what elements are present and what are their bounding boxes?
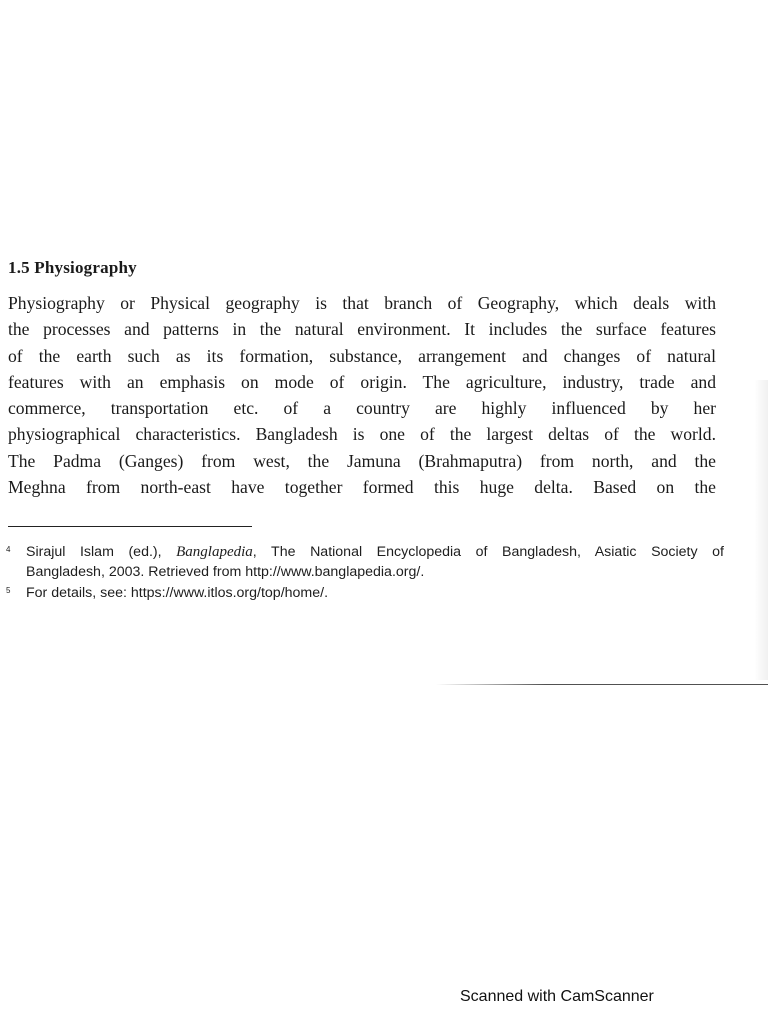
paragraph-line: The Padma (Ganges) from west, the Jamuna (Brahmaputra) from north, and the (8, 450, 716, 471)
paragraph-line: of the earth such as its formation, substance, arrangement and changes of natural (8, 345, 716, 366)
citation-publisher: , The National Encyclopedia of Bangladesh, Asiatic Society of (252, 544, 724, 560)
paragraph-line: Physiography or Physical geography is that branch of Geography, which deals with (8, 293, 716, 313)
footnote-line: For details, see: https://www.itlos.org/top/home/. (26, 585, 329, 601)
footnote-number: 5 (6, 586, 11, 595)
footnote-5 (6, 583, 724, 603)
footnote-4 (6, 542, 724, 582)
footnote-text (26, 542, 724, 582)
footnotes (6, 542, 724, 603)
footnote-line: Bangladesh, 2003. Retrieved from http://www.banglapedia.org/. (26, 564, 425, 580)
footnote-separator (8, 526, 252, 527)
citation-title: Banglapedia (176, 544, 253, 560)
scan-edge-shadow (754, 380, 768, 680)
citation-author: Sirajul Islam (ed.), (26, 544, 177, 560)
footnote-line (26, 542, 724, 562)
footnote-number: 4 (6, 545, 11, 554)
paragraph-line: features with an emphasis on mode of origin. The agriculture, industry, trade and (8, 371, 716, 392)
section-heading: 1.5 Physiography (8, 258, 137, 277)
scanner-watermark: Scanned with CamScanner (460, 988, 654, 1005)
paragraph-line: the processes and patterns in the natural environment. It includes the surface features (8, 319, 716, 340)
page-edge-line-fade (436, 683, 546, 686)
paragraph-line: physiographical characteristics. Bangladesh is one of the largest deltas of the world. (8, 424, 716, 445)
paragraph-line: commerce, transportation etc. of a country are highly influenced by her (8, 398, 716, 419)
section-paragraph (8, 290, 716, 500)
paragraph-line: Meghna from north-east have together formed this huge delta. Based on the (8, 477, 716, 498)
footnote-text (26, 583, 724, 603)
